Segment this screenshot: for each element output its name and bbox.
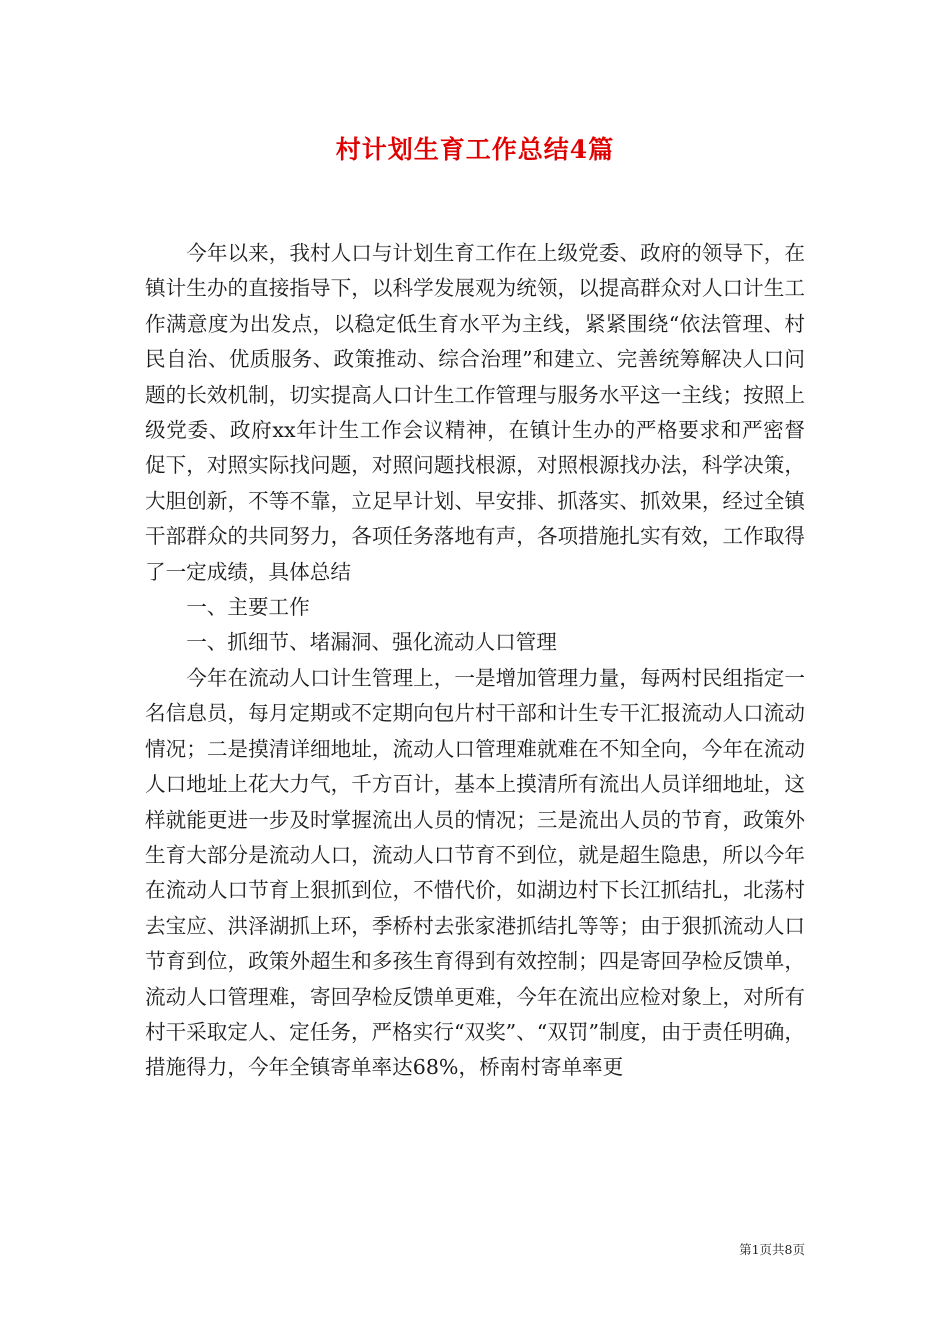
document-body [145,236,805,1086]
subsection-heading-floating-population: 一、抓细节、堵漏洞、强化流动人口管理 [186,630,557,655]
page-number-footer: 第1页共8页 [739,1242,805,1257]
intro-paragraph: 今年以来，我村人口与计划生育工作在上级党委、政府的领导下，在镇计生办的直接指导下，以科学发展观为统领，以提高群众对人口计生工作满意度为出发点，以稳定低生育水平为主线，紧紧围绕“依法管理、村民自治、优质服务、政策推动、综合治理”和建立、完善统筹解决人口问题的长效机制，切实提高人口计生工作管理与服务水平这一主线；按照上级党委、政府xx年计生工作会议精神，在镇计生办的严格要求和严密督促下，对照实际找问题，对照问题找根源，对照根源找办法，科学决策，大胆创新，不等不靠，立足早计划、早安排、抓落实、抓效果，经过全镇干部群众的共同努力，各项任务落地有声，各项措施扎实有效，工作取得了一定成绩，具体总结 [145,241,805,584]
document-title: 村计划生育工作总结4篇 [335,135,615,164]
section-heading-main-work: 一、主要工作 [186,595,310,620]
floating-population-paragraph: 今年在流动人口计生管理上，一是增加管理力量，每两村民组指定一名信息员，每月定期或不定期向包片村干部和计生专干汇报流动人口流动情况；二是摸清详细地址，流动人口管理难就难在不知全向，今年在流动人口地址上花大力气，千方百计，基本上摸清所有流出人员详细地址，这样就能更进一步及时掌握流出人员的情况；三是流出人员的节育，政策外生育大部分是流动人口，流动人口节育不到位，就是超生隐患，所以今年在流动人口节育上狠抓到位，不惜代价，如湖边村下长江抓结扎，北荡村去宝应、洪泽湖抓上环，季桥村去张家港抓结扎等等；由于狠抓流动人口节育到位，政策外超生和多孩生育得到有效控制；四是寄回孕检反馈单，流动人口管理难，寄回孕检反馈单更难，今年在流出应检对象上，对所有村干采取定人、定任务，严格实行“双奖”、“双罚”制度，由于责任明确，措施得力，今年全镇寄单率达68%，桥南村寄单率更 [145,665,805,1080]
